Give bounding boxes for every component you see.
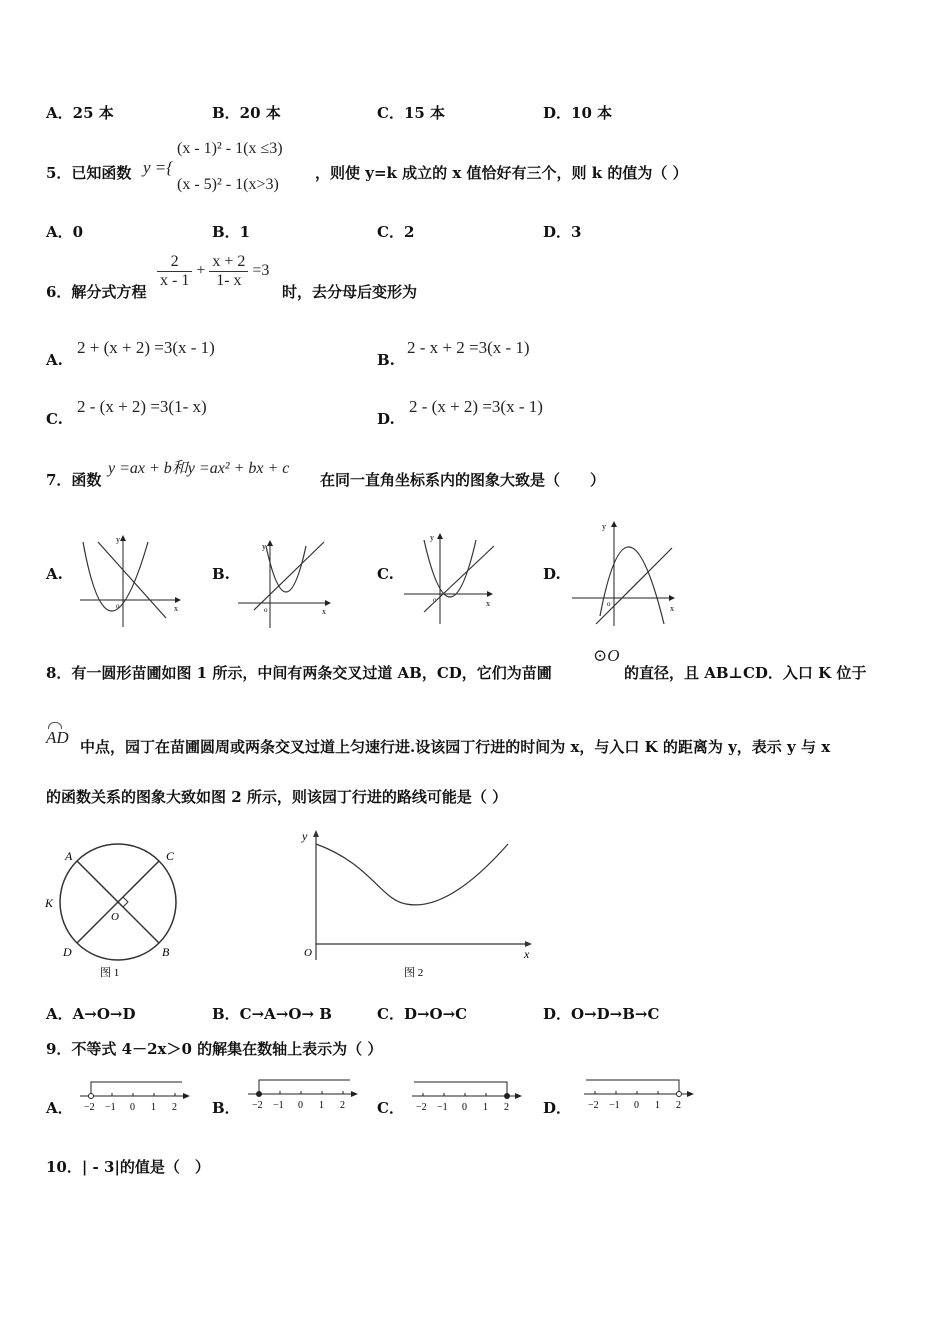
svg-text:x: x [322, 607, 326, 616]
q7-graph-c [402, 530, 498, 626]
svg-text:2: 2 [676, 1100, 681, 1111]
svg-text:x: x [486, 599, 490, 608]
q6-option-d: 2 - (x + 2) =3(x - 1) [409, 397, 543, 416]
q5-option-b: B．1 [212, 223, 251, 241]
q7-label-a: A. [46, 565, 63, 583]
svg-text:−1: −1 [273, 1100, 284, 1111]
q5-prefix: 5．已知函数 [46, 164, 132, 182]
q8-line2: 中点，园丁在苗圃圆周或两条交叉过道上匀速行进.设该园丁行进的时间为 x，与入口 K 的距离为 y，表示 y 与 x [80, 738, 831, 756]
svg-text:A: A [65, 849, 73, 863]
svg-text:C: C [166, 849, 175, 863]
svg-text:−2: −2 [252, 1100, 263, 1111]
q6-equation: $\frac{2}{x - 1}$ + $\frac{x + 2}{1- x}$ =3 [157, 253, 269, 290]
q5-lhs: y ={ [143, 158, 174, 177]
svg-text:−2: −2 [416, 1102, 427, 1113]
q9-text: 9．不等式 4－2x＞0 的解集在数轴上表示为（ ） [46, 1040, 383, 1058]
q8-line3: 的函数关系的图象大致如图 2 所示，则该园丁行进的路线可能是（ ） [46, 788, 508, 806]
svg-text:o: o [116, 602, 120, 610]
svg-text:o: o [433, 596, 437, 604]
q7-graph-b [236, 538, 336, 630]
svg-text:−2: −2 [84, 1102, 95, 1113]
q6-option-b: 2 - x + 2 =3(x - 1) [407, 338, 530, 357]
q8-figure-2 [296, 826, 541, 984]
q10-text: 10．| - 3|的值是（ ） [46, 1158, 210, 1176]
q5-option-d: D．3 [543, 223, 582, 241]
q7-prefix: 7．函数 [46, 471, 102, 489]
svg-text:0: 0 [634, 1100, 639, 1111]
q5-suffix: ，则使 y=k 成立的 x 值恰好有三个，则 k 的值为（ ） [315, 164, 688, 182]
q6-label-c: C. [46, 410, 63, 428]
svg-text:o: o [607, 600, 611, 608]
q5-option-a: A．0 [46, 223, 84, 241]
q7-formula: y =ax + b和y =ax² + bx + c [108, 460, 290, 477]
q9-number-line-b [244, 1070, 364, 1112]
svg-text:0: 0 [462, 1102, 467, 1113]
q4-option-c: C．15 本 [377, 104, 446, 122]
q6-prefix: 6．解分式方程 [46, 283, 147, 301]
svg-text:图 1: 图 1 [100, 967, 120, 979]
svg-text:图 2: 图 2 [404, 967, 424, 979]
q5-option-c: C．2 [377, 223, 415, 241]
q8-option-d: D．O→D→B→C [543, 1005, 660, 1023]
svg-text:0: 0 [298, 1100, 303, 1111]
q9-number-line-a [76, 1072, 196, 1114]
svg-text:y: y [602, 522, 606, 531]
q6-suffix: 时，去分母后变形为 [282, 283, 418, 301]
q8-option-a: A．A→O→D [46, 1005, 136, 1023]
svg-text:K: K [45, 896, 54, 910]
svg-text:−1: −1 [609, 1100, 620, 1111]
q7-label-d: D. [543, 565, 561, 583]
svg-text:y: y [116, 535, 120, 544]
q8-option-b: B．C→A→O→ B [212, 1005, 332, 1023]
q8-line1-prefix: 8．有一圆形苗圃如图 1 所示，中间有两条交叉过道 AB，CD，它们为苗圃 [46, 664, 552, 682]
svg-text:x: x [174, 604, 178, 613]
svg-text:2: 2 [340, 1100, 345, 1111]
q6-label-b: B. [377, 351, 395, 369]
q7-label-c: C. [377, 565, 394, 583]
q8-line1-suffix: 的直径，且 AB⊥CD．入口 K 位于 [624, 664, 867, 682]
q8-figure-1 [40, 840, 190, 985]
q4-option-a: A．25 本 [46, 104, 114, 122]
svg-text:O: O [304, 947, 312, 959]
svg-text:1: 1 [319, 1100, 324, 1111]
q9-number-line-d [580, 1070, 700, 1112]
svg-text:0: 0 [130, 1102, 135, 1113]
q5-case1: (x - 1)² - 1(x ≤3) [177, 140, 283, 157]
q6-fraction-2: $\frac{x + 2}{1- x}$ [209, 253, 248, 290]
svg-text:D: D [63, 945, 72, 959]
svg-text:2: 2 [172, 1102, 177, 1113]
q6-option-c: 2 - (x + 2) =3(1- x) [77, 397, 207, 416]
svg-text:o: o [264, 606, 268, 614]
q6-option-a: 2 + (x + 2) =3(x - 1) [77, 338, 215, 357]
q7-graph-a [78, 532, 183, 630]
svg-text:−2: −2 [588, 1100, 599, 1111]
svg-text:x: x [524, 947, 530, 961]
svg-text:y: y [302, 829, 308, 843]
q6-label-a: A. [46, 351, 63, 369]
svg-text:O: O [111, 911, 119, 923]
svg-text:x: x [670, 604, 674, 613]
q6-fraction-1: $\frac{2}{x - 1}$ [157, 253, 192, 290]
svg-text:B: B [162, 945, 170, 959]
q8-option-c: C．D→O→C [377, 1005, 468, 1023]
svg-text:y: y [262, 542, 266, 551]
svg-text:1: 1 [483, 1102, 488, 1113]
q8-circle-o: ⊙O [593, 646, 620, 665]
q9-number-line-c [408, 1072, 528, 1114]
q4-option-b: B．20 本 [212, 104, 281, 122]
q9-label-c: C． [377, 1099, 404, 1117]
q7-label-b: B. [212, 565, 230, 583]
q7-graph-d [570, 516, 680, 628]
q5-case2: (x - 5)² - 1(x>3) [177, 176, 279, 193]
q4-option-d: D．10 本 [543, 104, 613, 122]
q9-label-d: D． [543, 1099, 572, 1117]
svg-text:1: 1 [655, 1100, 660, 1111]
q6-label-d: D. [377, 410, 395, 428]
q9-label-a: A． [46, 1099, 73, 1117]
svg-text:1: 1 [151, 1102, 156, 1113]
q9-label-b: B． [212, 1099, 240, 1117]
q7-suffix: 在同一直角坐标系内的图象大致是（ ） [320, 471, 606, 489]
svg-text:2: 2 [504, 1102, 509, 1113]
q8-arc-ad: AD [46, 728, 69, 747]
svg-text:−1: −1 [437, 1102, 448, 1113]
svg-text:−1: −1 [105, 1102, 116, 1113]
svg-text:y: y [430, 533, 434, 542]
